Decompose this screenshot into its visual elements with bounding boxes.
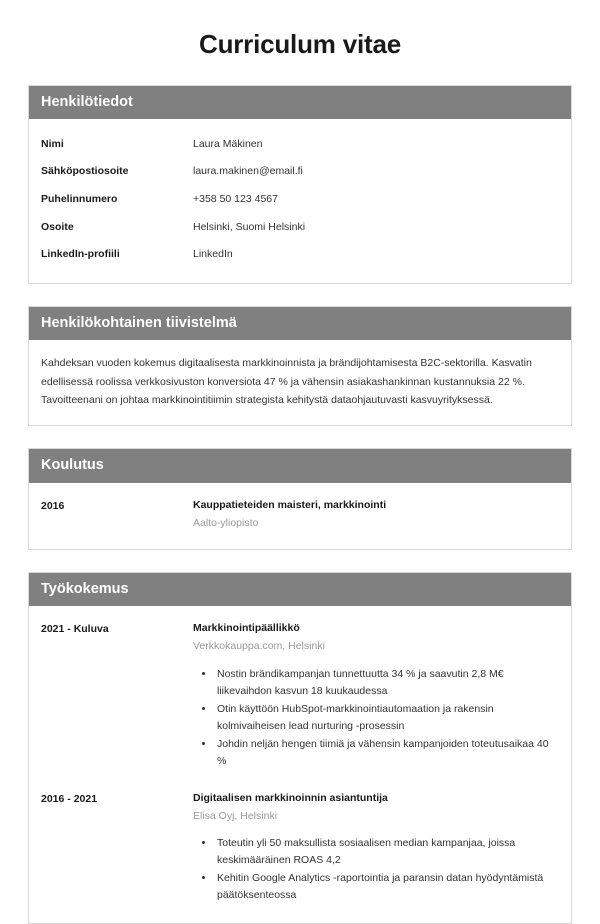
entry-bullet: • Nostin brändikampanjan tunnettuutta 34 % ja saavutin 2,8 M€ liikevaihdon kasvun 18 kuukaudessa	[215, 666, 559, 700]
section-henkilotiedot	[28, 85, 572, 285]
entry-main	[193, 498, 559, 531]
info-value: +358 50 123 4567	[193, 193, 278, 206]
entry-bullet-list	[193, 835, 559, 904]
entry-title: Kauppatieteiden maisteri, markkinointi	[193, 498, 387, 511]
entry-bullet: • Johdin neljän hengen tiimiä ja vähensin kampanjoiden toteutusaikaa 40 %	[215, 736, 559, 770]
info-label: Puhelinnumero	[41, 193, 118, 206]
info-value: Laura Mäkinen	[193, 137, 263, 150]
entry-period: 2016 - 2021	[41, 792, 98, 805]
entry-organization: Elisa Oyj, Helsinki	[193, 809, 278, 822]
entry-title: Markkinointipäällikkö	[193, 622, 300, 635]
entry-bullet: • Otin käyttöön HubSpot-markkinointiautomaation ja rakensin kolmivaiheisen lead nurturing -prosessin	[215, 701, 559, 735]
entry-bullet: • Kehitin Google Analytics -raportointia ja paransin datan hyödyntämistä päätöksenteossa	[215, 870, 559, 904]
entry-title: Digitaalisen markkinoinnin asiantuntija	[193, 791, 388, 804]
page-title: Curriculum vitae	[199, 29, 401, 59]
section-koulutus	[28, 448, 572, 550]
summary-paragraph: Kahdeksan vuoden kokemus digitaalisesta markkinoinnista ja brändijohtamisesta B2C-sektorilla. Kasvatin edellisessä roolissa verkkosivuston konversiota 47 % ja vähensin asiakashankinnan kustannuksia 22 %. Tavoitteenani on johtaa markkinointitiimin strategista kehitystä dataohjautuvasti kasvuyrityksessä.	[41, 357, 532, 407]
cv-entry	[41, 618, 559, 774]
info-row	[41, 158, 559, 186]
section-heading-koulutus: Koulutus	[29, 449, 571, 482]
info-label: Nimi	[41, 137, 64, 150]
section-heading-henkilotiedot: Henkilötiedot	[29, 86, 571, 119]
info-row	[41, 241, 559, 269]
info-row	[41, 131, 559, 159]
section-body-tiivistelma	[29, 340, 571, 425]
entry-bullet: • Toteutin yli 50 maksullista sosiaalisen median kampanjaa, joissa keskimääräinen ROAS 4,2	[215, 835, 559, 869]
info-label: LinkedIn-profiili	[41, 248, 120, 261]
section-body-henkilotiedot	[29, 119, 571, 283]
entry-period: 2016	[41, 499, 65, 512]
section-heading-tyokokemus: Työkokemus	[29, 573, 571, 606]
info-label: Osoite	[41, 220, 74, 233]
info-value: Helsinki, Suomi Helsinki	[193, 220, 306, 233]
entry-bullet-list	[193, 666, 559, 770]
section-body-koulutus	[29, 483, 571, 549]
section-tyokokemus	[28, 572, 572, 924]
cv-sections	[28, 85, 572, 924]
info-row	[41, 186, 559, 214]
entry-period: 2021 - Kuluva	[41, 623, 109, 636]
info-value: laura.makinen@email.fi	[193, 165, 303, 178]
section-heading-tiivistelma: Henkilökohtainen tiivistelmä	[29, 307, 571, 340]
section-body-tyokokemus	[29, 606, 571, 923]
info-row	[41, 214, 559, 242]
entry-organization: Aalto-yliopisto	[193, 516, 259, 529]
entry-organization: Verkkokauppa.com, Helsinki	[193, 640, 325, 653]
info-label: Sähköpostiosoite	[41, 165, 129, 178]
info-value: LinkedIn	[193, 248, 233, 261]
cv-entry	[41, 775, 559, 909]
section-tiivistelma	[28, 306, 572, 426]
cv-entry	[41, 495, 559, 535]
entry-main	[193, 621, 559, 770]
